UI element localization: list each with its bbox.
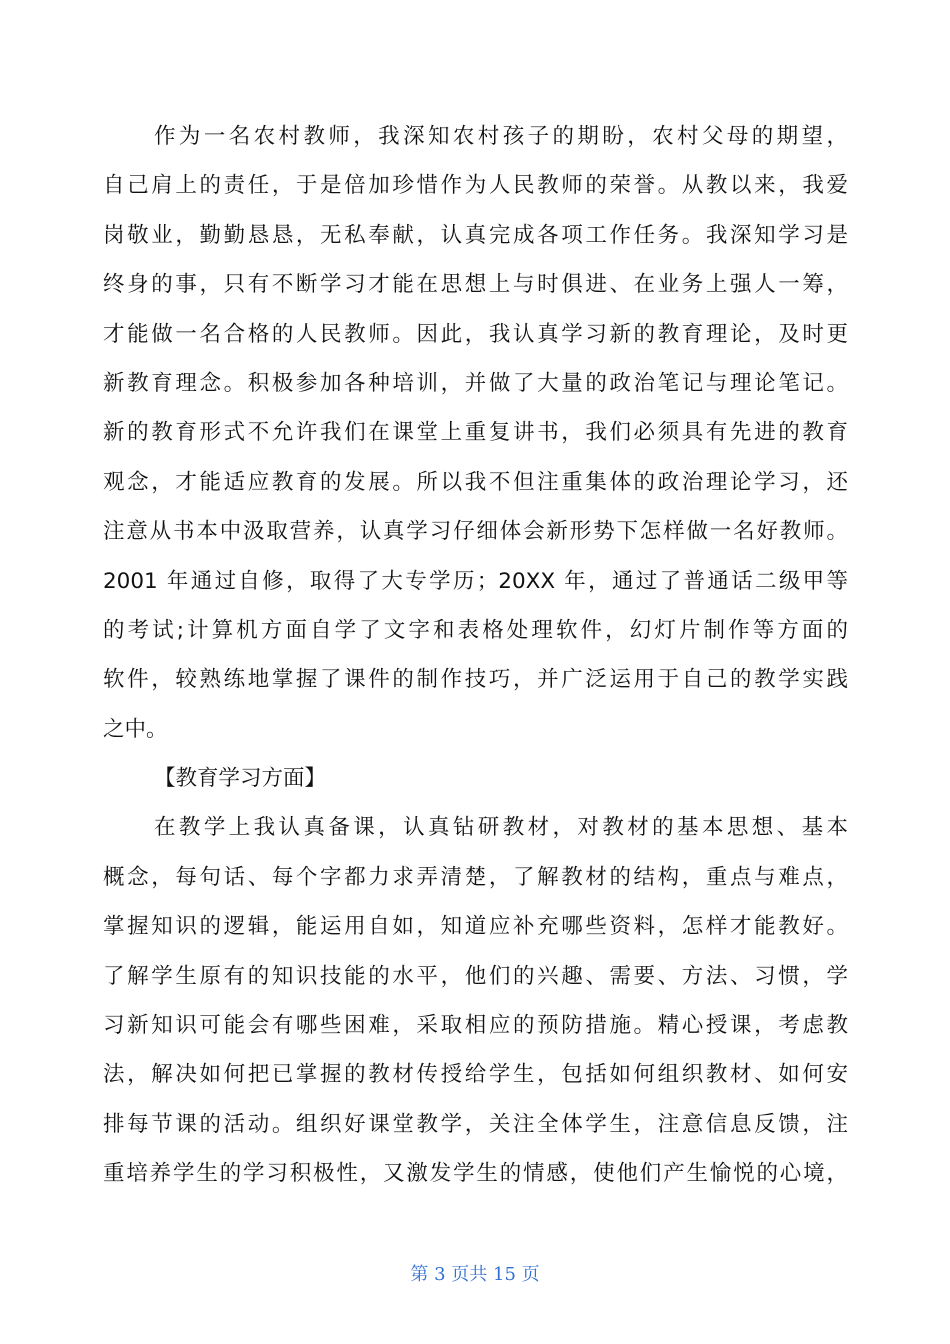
paragraph-2-line-1: 在教学上我认真备课，认真钻研教材，对教材的基本思想、基本	[154, 815, 848, 841]
paragraph-2-line-8: 重培养学生的学习积极性，又激发学生的情感，使他们产生愉悦的心境，	[103, 1161, 848, 1187]
paragraph-2-line-7: 排每节课的活动。组织好课堂教学，关注全体学生，注意信息反馈，注	[103, 1111, 848, 1137]
paragraph-1-line-13: 之中。	[103, 716, 168, 742]
paragraph-2-line-5: 习新知识可能会有哪些困难，采取相应的预防措施。精心授课，考虑教	[103, 1013, 848, 1039]
paragraph-1-line-2: 自己肩上的责任，于是倍加珍惜作为人民教师的荣誉。从教以来，我爱	[103, 173, 848, 199]
page-number-footer: 第 3 页共 15 页	[410, 1264, 540, 1285]
paragraph-1-line-1: 作为一名农村教师，我深知农村孩子的期盼，农村父母的期望，	[154, 124, 848, 149]
paragraph-1-line-11: 的考试;计算机方面自学了文字和表格处理软件，幻灯片制作等方面的	[103, 617, 848, 643]
paragraph-1-line-4: 终身的事，只有不断学习才能在思想上与时俱进、在业务上强人一筹，	[103, 272, 848, 298]
paragraph-1-line-8: 观念，才能适应教育的发展。所以我不但注重集体的政治理论学习，还	[103, 469, 848, 495]
paragraph-2-line-6: 法，解决如何把已掌握的教材传授给学生，包括如何组织教材、如何安	[103, 1062, 848, 1088]
paragraph-1-line-12: 软件，较熟练地掌握了课件的制作技巧，并广泛运用于自己的教学实践	[103, 667, 848, 693]
paragraph-2-line-3: 掌握知识的逻辑，能运用自如，知道应补充哪些资料，怎样才能教好。	[103, 914, 848, 940]
paragraph-1-line-5: 才能做一名合格的人民教师。因此，我认真学习新的教育理论，及时更	[103, 321, 848, 347]
paragraph-1-line-6: 新教育理念。积极参加各种培训，并做了大量的政治笔记与理论笔记。	[103, 370, 848, 396]
paragraph-1-line-9: 注意从书本中汲取营养，认真学习仔细体会新形势下怎样做一名好教师。	[103, 519, 848, 545]
paragraph-1-line-10: 2001 年通过自修，取得了大专学历；20XX 年，通过了普通话二级甲等	[103, 568, 848, 594]
section-heading: 【教育学习方面】	[154, 766, 327, 792]
body-text	[103, 112, 848, 1199]
paragraph-2-line-2: 概念，每句话、每个字都力求弄清楚，了解教材的结构，重点与难点，	[103, 864, 848, 890]
paragraph-1-line-7: 新的教育形式不允许我们在课堂上重复讲书，我们必须具有先进的教育	[103, 420, 848, 446]
paragraph-1-line-3: 岗敬业，勤勤恳恳，无私奉献，认真完成各项工作任务。我深知学习是	[103, 222, 848, 248]
paragraph-2-line-4: 了解学生原有的知识技能的水平，他们的兴趣、需要、方法、习惯，学	[103, 963, 848, 989]
